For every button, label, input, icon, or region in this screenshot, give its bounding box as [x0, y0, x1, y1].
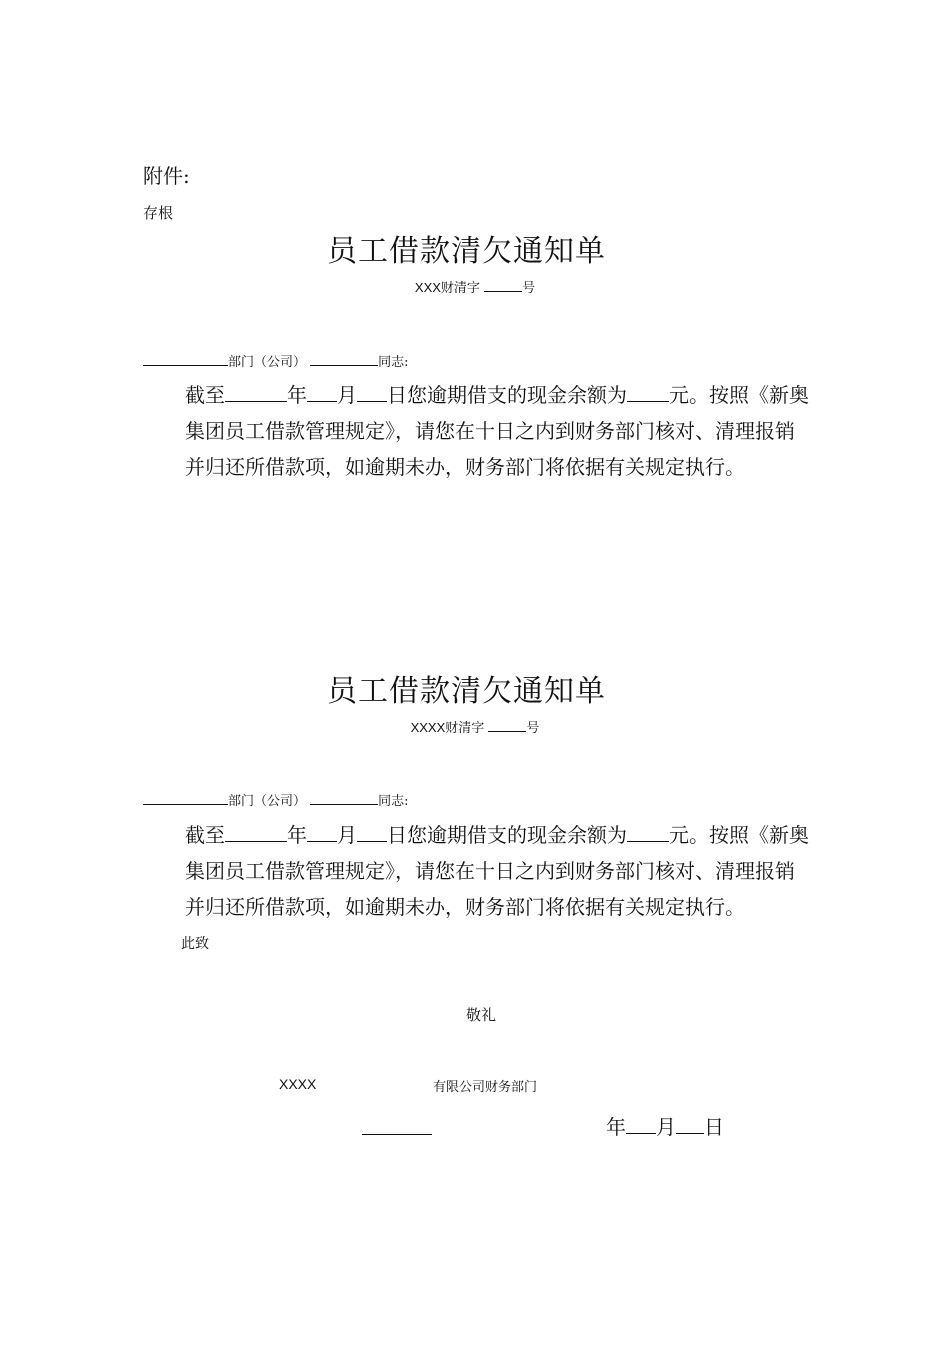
department-label: 部门（公司）	[228, 355, 307, 370]
balance-text: 日您逾期借支的现金余额为	[387, 383, 627, 407]
doc-suffix: 号	[526, 721, 540, 736]
document-number	[0, 277, 950, 296]
date-month-label: 月	[656, 1115, 676, 1139]
doc-number-blank	[488, 718, 526, 732]
doc-mid: 财清字	[445, 721, 485, 736]
day-blank	[357, 381, 387, 402]
notice-body	[143, 817, 813, 925]
comrade-label: 同志:	[378, 794, 409, 809]
balance-text: 日您逾期借支的现金余额为	[387, 823, 627, 847]
year-blank	[225, 821, 287, 842]
date-year-label: 年	[606, 1115, 626, 1139]
document-number	[0, 717, 950, 736]
notice-body	[143, 377, 813, 485]
para-start: 截至	[185, 823, 225, 847]
name-blank	[310, 352, 378, 366]
department-label: 部门（公司）	[228, 794, 307, 809]
regulation-text: 元。按照《新奥集团员工借款管理规定》，请您在十日之内到财务部门核对、清理报销并归还所借款项，如逾期未办，财务部门将依据有关规定执行。	[185, 823, 809, 919]
notice-title: 员工借款清欠通知单	[327, 234, 606, 269]
name-blank	[310, 791, 378, 805]
doc-prefix: XXXX	[410, 720, 446, 735]
para-start: 截至	[185, 383, 225, 407]
month-label: 月	[337, 383, 357, 407]
doc-prefix: XXX	[414, 280, 441, 295]
company-prefix: XXXX	[279, 1076, 317, 1092]
comrade-label: 同志:	[378, 355, 409, 370]
year-label: 年	[287, 823, 307, 847]
year-label: 年	[287, 383, 307, 407]
signature-date	[606, 1111, 724, 1140]
signature-blank	[362, 1114, 432, 1135]
jing-li: 敬礼	[466, 1006, 497, 1024]
month-blank	[307, 381, 337, 402]
addressee-line	[143, 351, 409, 370]
company-name: 有限公司财务部门	[433, 1080, 538, 1095]
regulation-text: 元。按照《新奥集团员工借款管理规定》，请您在十日之内到财务部门核对、清理报销并归还所借款项，如逾期未办，财务部门将依据有关规定执行。	[185, 383, 809, 479]
doc-number-blank	[484, 278, 522, 292]
amount-blank	[627, 381, 669, 402]
stub-label: 存根	[143, 204, 174, 222]
date-day-blank	[676, 1113, 704, 1134]
year-blank	[225, 381, 287, 402]
notice-title: 员工借款清欠通知单	[327, 674, 606, 709]
month-blank	[307, 821, 337, 842]
date-month-blank	[626, 1113, 656, 1134]
addressee-line	[143, 790, 409, 809]
date-day-label: 日	[704, 1115, 724, 1139]
day-blank	[357, 821, 387, 842]
attachment-label: 附件:	[143, 164, 190, 188]
doc-suffix: 号	[522, 281, 536, 296]
doc-mid: 财清字	[440, 281, 480, 296]
department-blank	[143, 791, 228, 805]
month-label: 月	[337, 823, 357, 847]
department-blank	[143, 352, 228, 366]
ci-zhi: 此致	[181, 936, 209, 952]
amount-blank	[627, 821, 669, 842]
